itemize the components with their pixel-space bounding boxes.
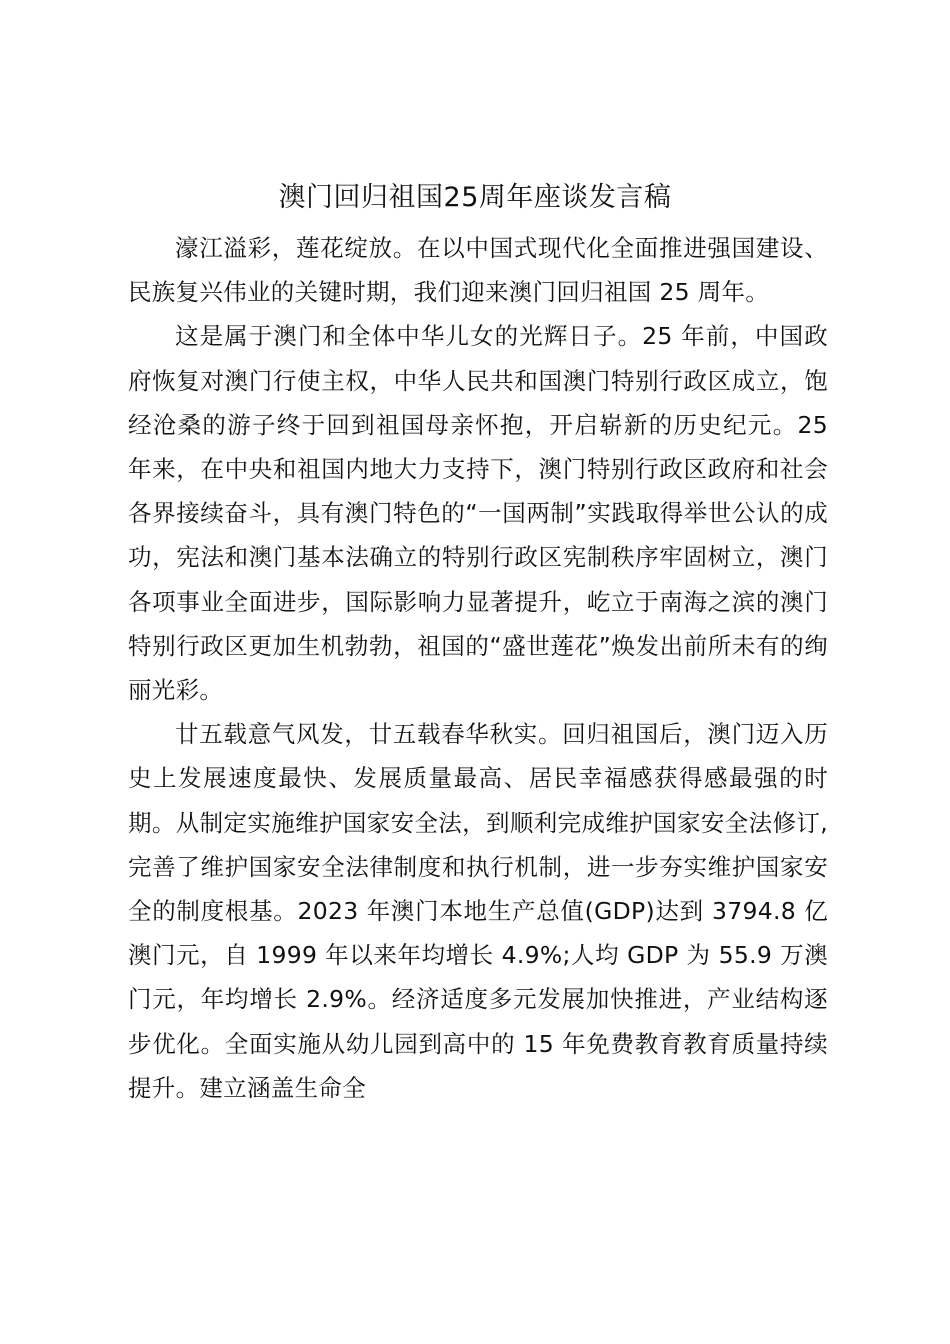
document-body (128, 226, 828, 1110)
document-title: 澳门回归祖国25周年座谈发言稿 (278, 182, 672, 213)
paragraph-1: 濠江溢彩，莲花绽放。在以中国式现代化全面推进强国建设、民族复兴伟业的关键时期，我们迎来澳门回归祖国 25 周年。 (128, 234, 828, 307)
paragraph-3: 廿五载意气风发，廿五载春华秋实。回归祖国后，澳门迈入历史上发展速度最快、发展质量最高、居民幸福感获得感最强的时期。从制定实施维护国家安全法，到顺利完成维护国家安全法修订,完善了维护国家安全法律制度和执行机制，进一步夯实维护国家安全的制度根基。2023 年澳门本地生产总值(GDP)达到 3794.8 亿澳门元，自 1999 年以来年均增长 4.9%;人均 GDP 为 55.9 万澳门元，年均增长 2.9%。经济适度多元发展加快推进，产业结构逐步优化。全面实施从幼儿园到高中的 15 年免费教育教育质量持续提升。建立涵盖生命全 (128, 720, 828, 1102)
paragraph-2: 这是属于澳门和全体中华儿女的光辉日子。25 年前，中国政府恢复对澳门行使主权，中华人民共和国澳门特别行政区成立，饱经沧桑的游子终于回到祖国母亲怀抱，开启崭新的历史纪元。25 年来，在中央和祖国内地大力支持下，澳门特别行政区政府和社会各界接续奋斗，具有澳门特色的“一国两制”实践取得举世公认的成功，宪法和澳门基本法确立的特别行政区宪制秩序牢固树立，澳门各项事业全面进步，国际影响力显著提升，屹立于南海之滨的澳门特别行政区更加生机勃勃，祖国的“盛世莲花”焕发出前所未有的绚丽光彩。 (128, 322, 828, 705)
